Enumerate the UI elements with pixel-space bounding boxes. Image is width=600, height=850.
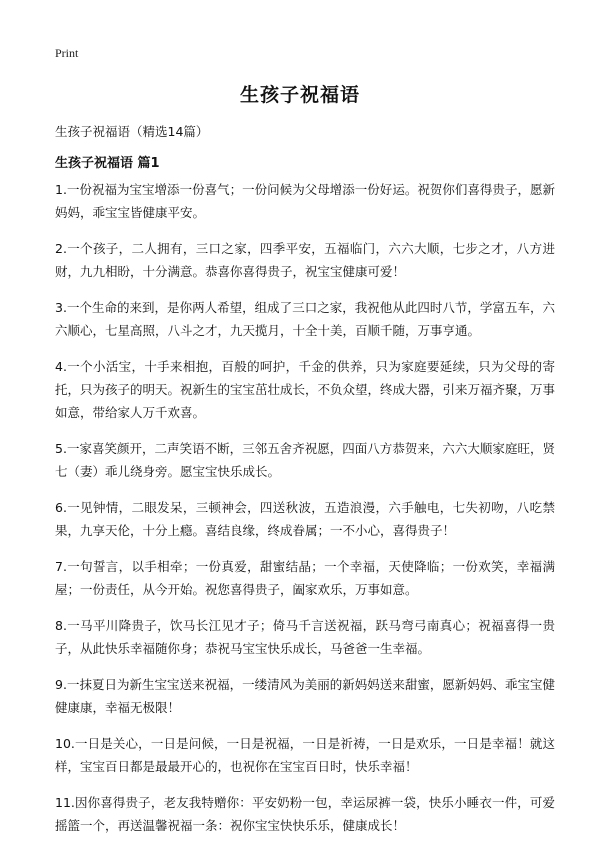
blessing-item-5: 5.一家喜笑颜开，二声笑语不断，三邻五舍齐祝愿，四面八方恭贺来，六六大顺家庭旺，贤七（妻）乖儿绕身旁。愿宝宝快乐成长。 [55, 441, 555, 479]
blessing-item-10: 10.一日是关心，一日是问候，一日是祝福，一日是祈祷，一日是欢乐，一日是幸福！就这样，宝宝百日都是最最开心的，也祝你在宝宝百日时，快乐幸福！ [55, 736, 555, 774]
page-title: 生孩子祝福语 [239, 84, 360, 106]
section-heading: 生孩子祝福语 篇1 [55, 156, 160, 171]
blessing-item-2: 2.一个孩子，二人拥有，三口之家，四季平安，五福临门，六六大顺，七步之才，八方进财，九九相盼，十分满意。恭喜你喜得贵子，祝宝宝健康可爱！ [55, 241, 555, 279]
blessing-item-1: 1.一份祝福为宝宝增添一份喜气；一份问候为父母增添一份好运。祝贺你们喜得贵子，愿新妈妈，乖宝宝皆健康平安。 [55, 182, 555, 220]
blessing-item-6: 6.一见钟情，二眼发呆，三顿神会，四送秋波，五造浪漫，六手触电，七失初吻，八吃禁果，九享天伦，十分上瘾。喜结良缘，终成眷属；一不小心，喜得贵子！ [55, 500, 555, 538]
blessing-item-3: 3.一个生命的来到，是你两人希望，组成了三口之家，我祝他从此四时八节，学富五车，六六顺心，七星高照，八斗之才，九天揽月，十全十美，百顺千随，万事亨通。 [55, 300, 555, 338]
blessing-item-9: 9.一抹夏日为新生宝宝送来祝福，一缕清风为美丽的新妈妈送来甜蜜，愿新妈妈、乖宝宝健健康康，幸福无极限！ [55, 677, 555, 715]
blessing-item-7: 7.一句誓言，以手相牵；一份真爱，甜蜜结晶；一个幸福，天使降临；一份欢笑，幸福满屋；一份责任，从今开始。祝您喜得贵子，阖家欢乐，万事如意。 [55, 559, 555, 597]
document-subtitle: 生孩子祝福语（精选14篇） [55, 124, 209, 139]
blessing-item-11: 11.因你喜得贵子，老友我特赠你：平安奶粉一包，幸运尿裤一袋，快乐小睡衣一件，可爱摇篮一个，再送温馨祝福一条：祝你宝宝快快乐乐，健康成长！ [55, 795, 555, 833]
blessing-item-4: 4.一个小活宝，十手来相抱，百般的呵护，千金的供养，只为家庭要延续，只为父母的寄托，只为孩子的明天。祝新生的宝宝茁壮成长，不负众望，终成大器，引来万福齐聚，万事如意，带给家人万千欢喜。 [55, 359, 556, 420]
blessing-list [55, 178, 555, 850]
blessing-item-8: 8.一马平川降贵子，饮马长江见才子；倚马千言送祝福，跃马弯弓南真心；祝福喜得一贵子，从此快乐幸福随你身；恭祝马宝宝快乐成长，马爸爸一生幸福。 [55, 618, 555, 656]
print-link[interactable]: Print [55, 46, 79, 60]
